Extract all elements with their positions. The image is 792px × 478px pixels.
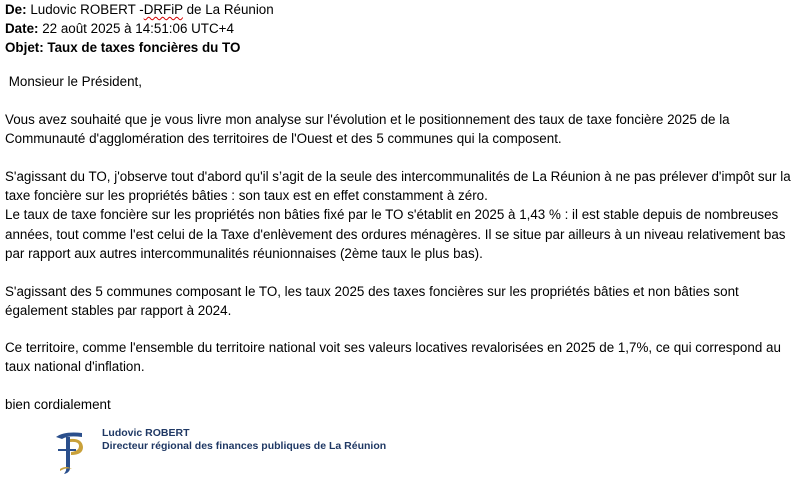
signature-block bbox=[52, 425, 472, 475]
from-label: De: bbox=[5, 2, 27, 17]
subject-line bbox=[5, 38, 790, 57]
date-label: Date: bbox=[5, 21, 39, 36]
paragraph-built-properties: S'agissant du TO, j'observe tout d'abord qu'il s’agit de la seule des intercommunalités de La Réunion à ne pas prélever d'impôt sur la taxe foncière sur les propriétés bâties : son taux est en effet constamment à zéro. bbox=[5, 169, 791, 204]
email-header bbox=[5, 0, 790, 57]
signature-title: Directeur régional des finances publiques de La Réunion bbox=[102, 440, 387, 452]
closing: bien cordialement bbox=[5, 397, 111, 412]
date-value: 22 août 2025 à 14:51:06 UTC+4 bbox=[42, 21, 234, 36]
dgfip-logo-icon bbox=[52, 429, 90, 475]
greeting-text: Monsieur le Président, bbox=[8, 74, 142, 89]
greeting bbox=[5, 72, 791, 91]
date-line bbox=[5, 19, 790, 38]
subject-label: Objet: bbox=[5, 40, 44, 55]
paragraph-to-rates bbox=[5, 167, 791, 263]
from-org-misspelled[interactable]: DRFiP bbox=[143, 2, 183, 17]
from-suffix: de La Réunion bbox=[182, 2, 274, 17]
signature-name: Ludovic ROBERT bbox=[102, 427, 190, 439]
from-line bbox=[5, 0, 790, 19]
email-view bbox=[5, 0, 791, 412]
subject-value: Taux de taxes foncières du TO bbox=[47, 40, 241, 55]
paragraph-analysis-request: Vous avez souhaité que je vous livre mon analyse sur l'évolution et le positionnement des taux de taxe foncière 2025 de la Communauté d'agglomération des territoires de l'Ouest et des 5 communes qui la composent. bbox=[5, 112, 730, 147]
from-name: Ludovic ROBERT - bbox=[30, 2, 144, 17]
paragraph-communes: S'agissant des 5 communes composant le TO, les taux 2025 des taxes foncières sur les propriétés bâties et non bâties sont également stables par rapport à 2024. bbox=[5, 284, 739, 319]
paragraph-unbuilt-properties: Le taux de taxe foncière sur les propriétés non bâties fixé par le TO s'établit en 2025 à 1,43 % : il est stable depuis de nombreuses années, tout comme l'est celui de la Taxe d'enlèvement des ordures ménagères. Il se situe par ailleurs à un niveau relativement bas par rapport aux autres intercommunalités réunionnaises (2ème taux le plus bas). bbox=[5, 207, 786, 261]
paragraph-rental-values: Ce territoire, comme l'ensemble du territoire national voit ses valeurs locatives revalorisées en 2025 de 1,7%, ce qui correspond au taux national d'inflation. bbox=[5, 340, 781, 375]
